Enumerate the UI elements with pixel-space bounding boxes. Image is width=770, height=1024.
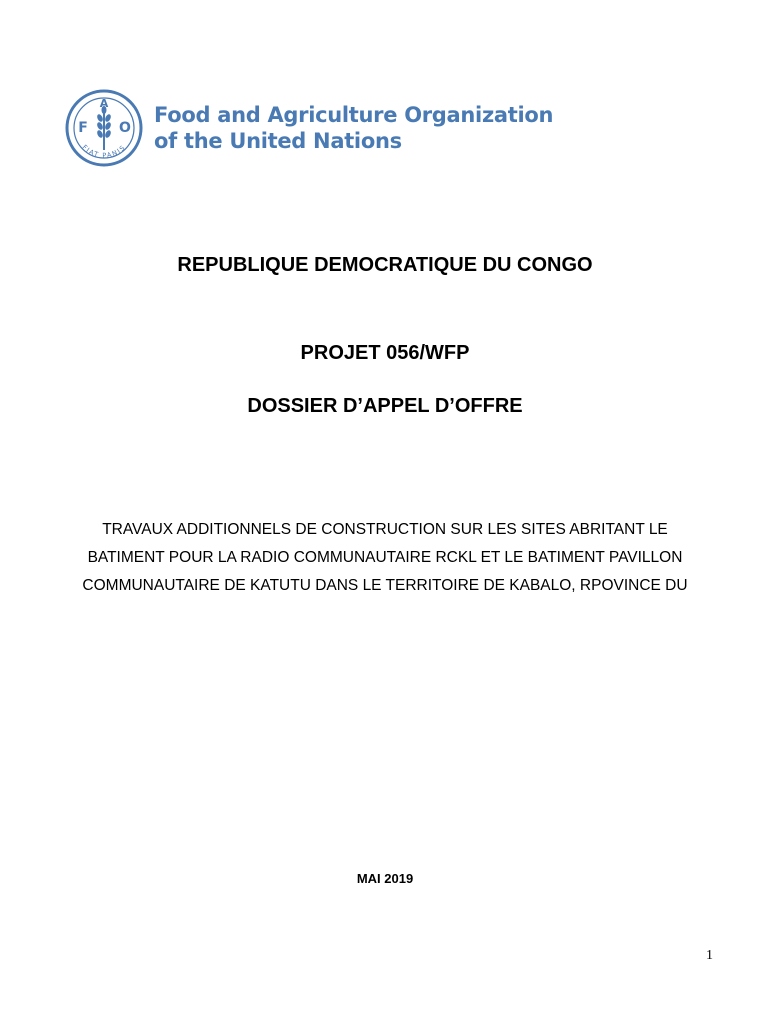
dossier-heading: DOSSIER D’APPEL D’OFFRE	[247, 395, 523, 417]
document-date: MAI 2019	[356, 871, 414, 886]
description-line: COMMUNAUTAIRE DE KATUTU DANS LE TERRITOIRE DE KABALO, RPOVINCE DU	[82, 577, 688, 594]
emblem-ring-text: FIAT PANIS	[80, 143, 128, 160]
description-line: TRAVAUX ADDITIONNELS DE CONSTRUCTION SUR LES SITES ABRITANT LE	[102, 521, 668, 538]
organization-name-line1: Food and Agriculture Organization	[154, 103, 554, 127]
fao-logo	[64, 88, 553, 168]
project-description	[60, 516, 710, 600]
emblem-letter-f: F	[78, 120, 88, 136]
organization-name	[154, 102, 553, 154]
project-heading: PROJET 056/WFP	[300, 342, 470, 364]
description-line: BATIMENT POUR LA RADIO COMMUNAUTAIRE RCKL ET LE BATIMENT PAVILLON	[87, 549, 683, 566]
fao-emblem-icon	[64, 88, 144, 168]
emblem-letter-a: A	[99, 97, 109, 110]
country-heading: REPUBLIQUE DEMOCRATIQUE DU CONGO	[177, 254, 593, 276]
emblem-letter-o: O	[119, 120, 131, 136]
organization-name-line2: of the United Nations	[154, 129, 402, 153]
page-number: 1	[706, 948, 713, 963]
